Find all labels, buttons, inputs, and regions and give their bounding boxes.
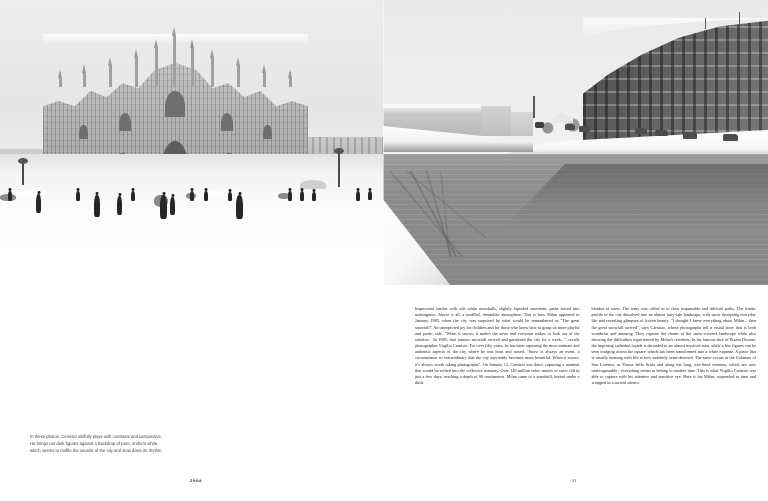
duomo-spire [237, 65, 240, 87]
snow-mound [196, 189, 240, 197]
figure-group-blur [0, 194, 16, 201]
figure-group-blur [278, 193, 290, 199]
body-column-2 [592, 306, 757, 458]
figure-in-snow [76, 191, 80, 201]
parked-car [579, 126, 590, 132]
figure-in-snow [94, 195, 100, 217]
article-body [415, 306, 756, 458]
caption-line-3: which seems to muffle the sounds of the city and slow down its rhythm. [30, 448, 163, 454]
duomo-window [263, 125, 272, 139]
parked-car [635, 128, 647, 134]
photo-duomo-piazza [0, 0, 383, 285]
duomo-window [221, 113, 233, 131]
figure-in-snow [36, 194, 41, 213]
snow-mound [14, 190, 48, 199]
distant-tower-block [481, 106, 511, 136]
figure-in-snow [236, 195, 243, 219]
far-roof-snow [383, 104, 481, 114]
street-lamp [338, 153, 340, 187]
figure-in-snow [368, 191, 372, 200]
rooftop-antenna [739, 12, 741, 26]
brandmark: zona [190, 478, 203, 483]
page-number: 31 [572, 478, 577, 483]
rooftop-antenna [705, 18, 707, 29]
duomo-spire [263, 72, 266, 87]
caption-line-1: In these photos, Cernisio skilfully plays with contrasts and perspective. [30, 434, 163, 439]
duomo-spire [83, 72, 86, 87]
figure-in-snow [356, 191, 360, 201]
figure-in-snow [228, 192, 232, 201]
body-text-1: Improvised battles with soft white snowballs, slightly lopsided snowmen, paths traced into nothingness. Above it all, a muffled, dreamlike atmosphere. This is how Milan appeared in January 1985, when the city was surprised by what would be remembered as "The great snowfall". An unexpected joy for children and for those who knew how to grasp its more playful and poetic side. "When it snows, it makes the news and everyone rushes to look out of the window... In 1985, that famous snowfall arrived and paralysed the city for a week...", recalls photographer Virgilio Carnisio. For over fifty years, he has been capturing the most intimate and authentic aspects of the city where he was born and raised. "Snow is always an event, a circumstance so extraordinary that the city inevitably becomes more beautiful. When it snows, it's always worth taking photographs". On January 12, Carnisio was there, capturing a moment that would be etched into the collective memory. Over 140 million cubic metres of snow fell in just a few days, reaching a depth of 90 centimetres. Milan came to a standstill, buried under a thick [415, 306, 580, 386]
duomo-spire [191, 47, 194, 87]
figure-group-blur [186, 193, 196, 199]
photo-caption [30, 433, 255, 454]
photo-naviglio-canal [383, 0, 768, 285]
figure-in-snow [312, 192, 316, 201]
snow-covered-piazza [0, 154, 383, 285]
duomo-window [119, 113, 131, 131]
snow-covered-branches [383, 171, 487, 257]
duomo-spire [211, 57, 214, 87]
duomo-window [79, 125, 88, 139]
moored-boat [535, 122, 544, 128]
body-text-2: blanket of snow. The army was called in to clear impassable and difficult paths. The frantic profile of the city dissolved into an almost fairy-tale landscape, with snow disrupting everyday life and revealing glimpses of frozen beauty. "I thought I knew everything about Milan... then the great snowfall arrived", says Carnisio, whose photographs tell a visual story that is both wondrous and amusing. They capture the charm of the snow-covered landscape while also showing the difficulties experienced by Milan's residents. In his famous shot of Piazza Duomo, the imposing cathedral façade is shrouded in an almost mystical aura, while a few figures can be seen trudging across the square, which has been transformed into a white expanse. A place that is usually teeming with life is now suddenly semi-deserted. The same occurs at the Columns of San Lorenzo, in Piazza della Scala and along the long, tree-lined avenues, which are now unrecognisable - everything seems to belong to another time. This is what Virgilio Carnisio was able to capture with his attentive and sensitive eye. Here is his Milan, suspended in time and wrapped in a surreal silence. [591, 306, 756, 386]
body-column-1 [415, 306, 580, 458]
figure-in-snow [170, 197, 175, 215]
duomo-central-spire [173, 35, 176, 87]
figure-group-blur [154, 195, 168, 207]
duomo-spire [59, 77, 62, 87]
figure-in-snow [300, 191, 304, 201]
duomo-spire [135, 57, 138, 87]
parked-car [683, 132, 697, 139]
figure-in-snow [117, 196, 122, 215]
photo-gutter [383, 0, 384, 285]
street-lamp [22, 163, 24, 185]
figure-in-snow [204, 191, 208, 201]
duomo-spire [155, 47, 158, 87]
parked-car [565, 124, 575, 130]
distant-tower-block [511, 112, 533, 136]
duomo-spire [289, 77, 292, 87]
duomo-rose-window [165, 91, 185, 117]
parked-car [723, 134, 738, 141]
parked-car [655, 130, 668, 136]
caption-line-2: He brings out dark figures against a backdrop of pure, uniform white, [30, 441, 159, 447]
duomo-spire [109, 65, 112, 87]
piazza-monument [300, 180, 326, 189]
street-lamp-post [533, 96, 535, 118]
figure-in-snow [131, 191, 135, 201]
